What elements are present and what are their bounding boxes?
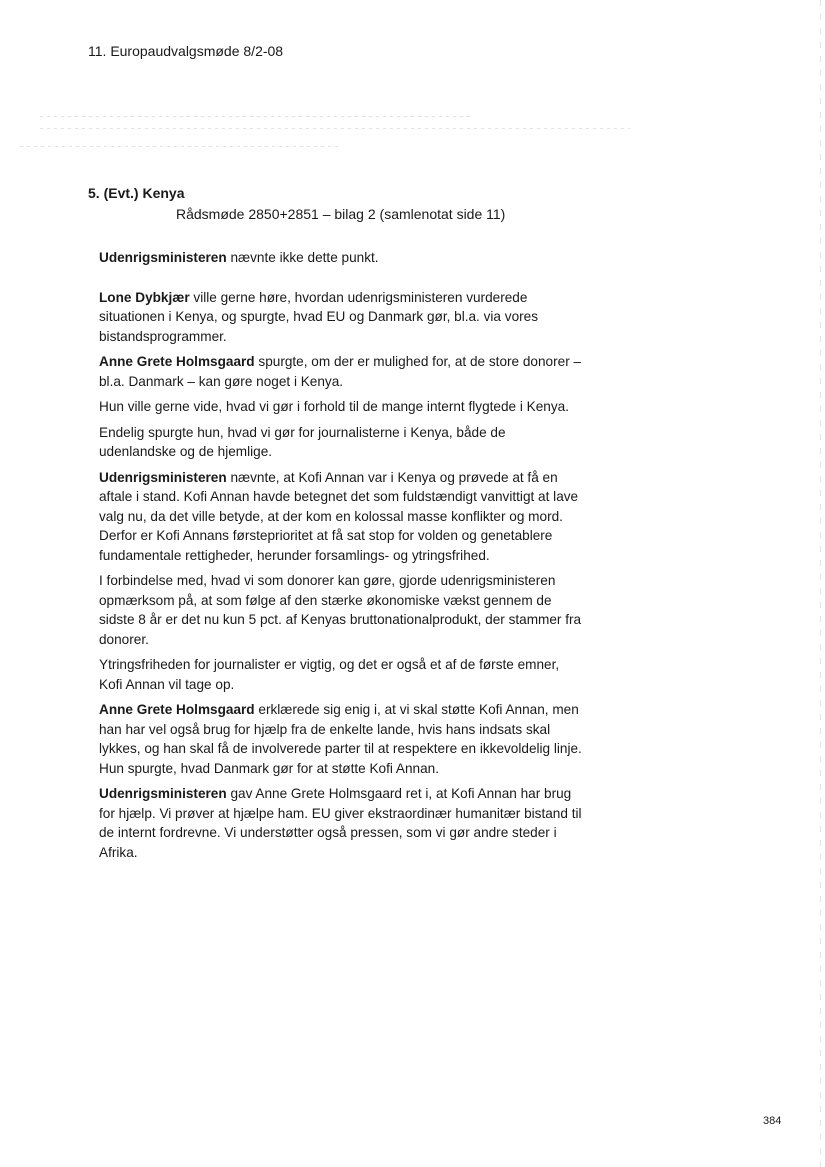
section-title: 5. (Evt.) Kenya [88, 185, 185, 201]
paragraph [99, 423, 584, 462]
paragraph-text: nævnte, at Kofi Annan var i Kenya og prøvede at få en aftale i stand. Kofi Annan havde betegnet det som fuldstændigt vanvittigt at lave valg nu, da det ville betyde, at der kom en kolossal masse konflikter og mord. Derfor er Kofi Annans førsteprioritet at få sat stop for volden og genetablere fundamentale rettigheder, herunder forsamlings- og ytringsfrihed. [99, 469, 579, 563]
paragraph-text: I forbindelse med, hvad vi som donorer kan gøre, gjorde udenrigsministeren opmærksom på, at som følge af den stærke økonomiske vækst gennem de sidste 8 år er det nu kun 5 pct. af Kenyas bruttonationalprodukt, der stammer fra donorer. [99, 573, 582, 647]
minutes-body [99, 248, 584, 862]
speaker-name: Udenrigsministeren [99, 469, 227, 485]
paragraph-text: gav Anne Grete Holmsgaard ret i, at Kofi Annan har brug for hjælp. Vi prøver at hjælpe ham. EU giver ekstraordinær humanitær bistand til de internt fordrevne. Vi understøtter også pressen, som vi gør andre steder i Afrika. [99, 786, 582, 860]
paragraph-text: Ytringsfriheden for journalister er vigtig, og det er også et af de første emner, Kofi Annan vil tage op. [99, 657, 560, 692]
paragraph-text: spurgte, om der er mulighed for, at de store donorer – bl.a. Danmark – kan gøre noget i Kenya. [99, 354, 582, 389]
paragraph [99, 784, 584, 862]
document-header: 11. Europaudvalgsmøde 8/2-08 [88, 43, 284, 59]
paragraph [99, 397, 584, 417]
scan-noise-line [20, 146, 340, 147]
speaker-name: Udenrigsministeren [99, 250, 227, 265]
scan-edge-line [820, 0, 821, 1167]
scan-noise-line [40, 128, 630, 129]
paragraph-text: Hun ville gerne vide, hvad vi gør i forhold til de mange internt flygtede i Kenya. [99, 399, 569, 414]
speaker-name: Anne Grete Holmsgaard [99, 354, 255, 369]
paragraph-text: erklærede sig enig i, at vi skal støtte Kofi Annan, men han har vel også brug for hjælp fra de enkelte lande, hvis hans indsats skal lykkes, og han skal få de involverede parter til at respektere en ikkevoldelig linje. Hun spurgte, hvad Danmark gør for at støtte Kofi Annan. [99, 702, 582, 776]
paragraph [99, 352, 584, 391]
speaker-name: Udenrigsministeren [99, 786, 227, 801]
paragraph-text: Endelig spurgte hun, hvad vi gør for journalisterne i Kenya, både de udenlandske og de hjemlige. [99, 424, 506, 459]
paragraph-text: nævnte ikke dette punkt. [226, 250, 379, 265]
speaker-name: Anne Grete Holmsgaard [99, 702, 255, 717]
paragraph [99, 288, 584, 347]
section-subtitle: Rådsmøde 2850+2851 – bilag 2 (samlenotat side 11) [176, 206, 506, 222]
page-number: 384 [763, 1115, 782, 1127]
paragraph-text: ville gerne høre, hvordan udenrigsministeren vurderede situationen i Kenya, og spurgte, hvad EU og Danmark gør, bl.a. via vores bistandsprogrammer. [99, 289, 539, 344]
paragraph [99, 700, 584, 778]
paragraph [99, 571, 584, 649]
scan-noise-line [40, 116, 470, 117]
paragraph [99, 468, 584, 566]
paragraph [99, 248, 584, 268]
paragraph [99, 655, 584, 694]
speaker-name: Lone Dybkjær [99, 289, 190, 305]
